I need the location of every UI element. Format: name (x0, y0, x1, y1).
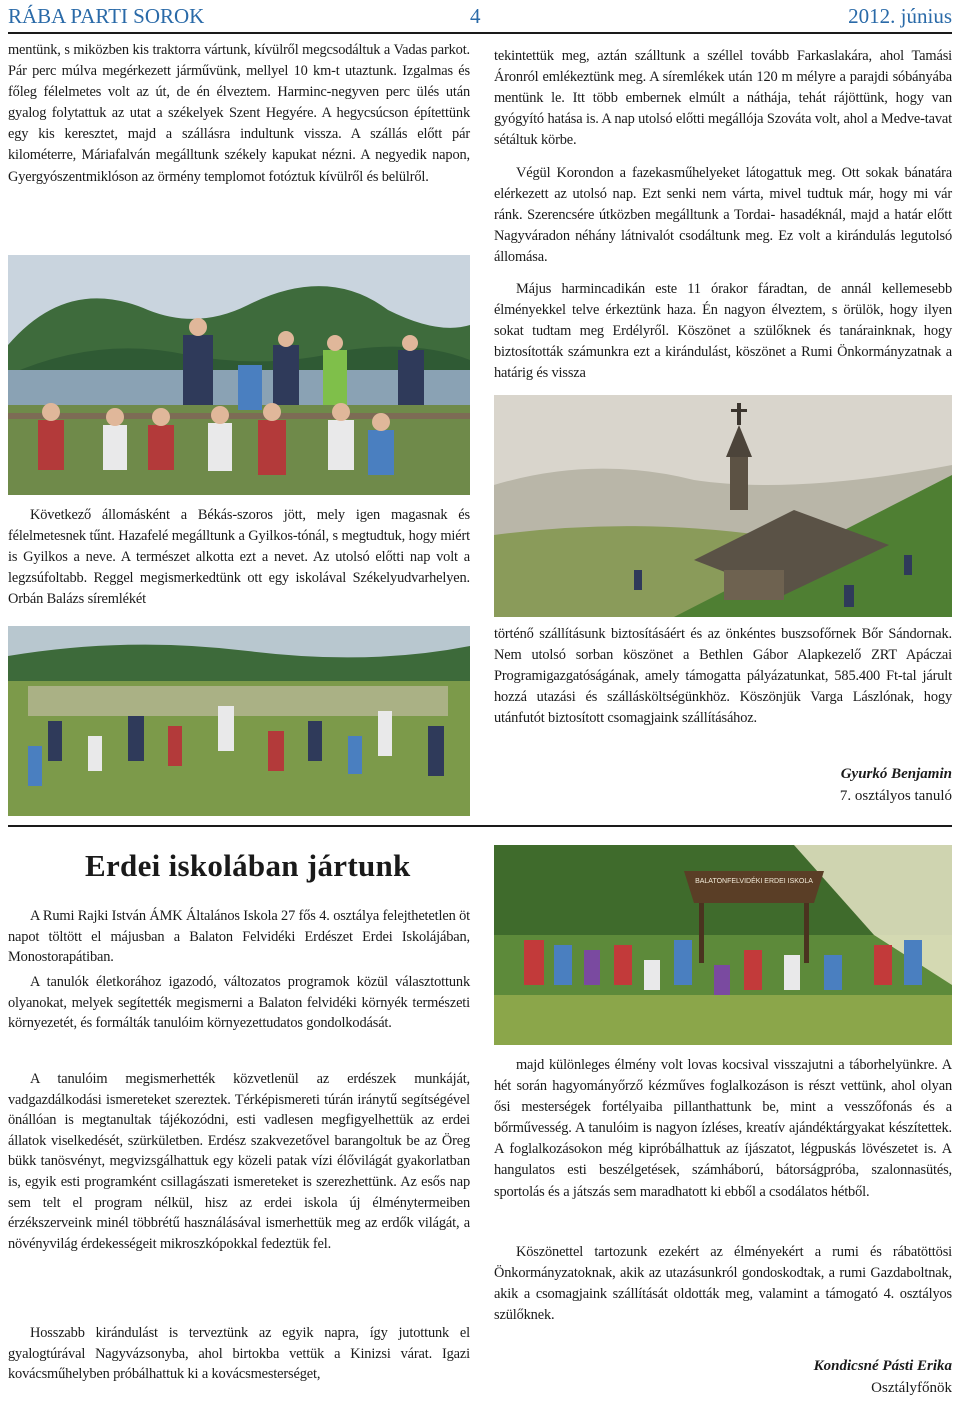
article1-paragraph-right-1: tekintettük meg, aztán szálltunk a széllel tovább Farkaslakára, ahol Tamási Áronról emlékeztünk meg. A síremlékek után 120 m mélyre a parajdi sóbányába mentünk le. Itt több embernek elmúlt a náthája, tehát rájöttünk, hogy van gyógyító hatása is. A nap utolsó előtti megállója Szováta volt, ahol a Medve-tavat sétáltuk körbe. (494, 48, 952, 149)
article2-paragraph-right-2: Köszönettel tartozunk ezekért az élményekért a rumi és rábatöttösi Önkormányzatoknak, akik az utazásunkról gondoskodtak, a rumi Gazdaboltnak, akik a csomagjaink szállítását oldották meg, valamint a támogató 4. osztályos szülőknek. (494, 1244, 952, 1324)
photo-wooden-chapel (494, 395, 952, 617)
page-number: 4 (470, 4, 481, 28)
article2-author-role: Osztályfőnök (871, 1380, 952, 1396)
photo-school-group-forest (494, 845, 952, 1045)
section-divider (8, 825, 952, 827)
article1-paragraph-right-4: történő szállításunk biztosításáért és az önkéntes buszsofőrnek Bőr Sándornak. Nem utolsó sorban köszönet a Bethlen Gábor Alapkezelő ZRT Apáczai Programigazgatóságának, amely támogatta pályázatunkat, 585.400 Ft-tal járult hozzá utazási és szállásköltségünkhöz. Köszönjük Varga Lászlónak, hogy utánfutót biztosított csomagjaink szállításához. (494, 626, 952, 727)
article2-paragraph-right-1: majd különleges élmény volt lovas kocsival visszajutni a táborhelyünkre. A hét során hagyományőrző kézműves foglalkozáson is részt vettünk, ahol olyan ősi mesterségek fortélyaiba pillanthattunk be, mint a vesszőfonás és a bőrművesség. A tanulóim is nagyon ízléses, kreatív ajándéktárgyakat készítettek. A foglalkozásokon még kipróbálhattuk az íjászatot, légpuskás lövészetet is. A hangulatos esti beszélgetések, számháború, bátorságpróba, szalonnasütés, sportolás és a játszás sem maradhatott ki ebből a csodálatos hétből. (494, 1057, 952, 1200)
article2-paragraph-2: A tanulók életkorához igazodó, változatos programok közül választottunk olyanokat, melyek segítették megismerni a Balaton felvidéki környék természeti környezetét, és formálták tanulóim környezettudatos gondolkodását. (8, 974, 470, 1032)
article1-paragraph-right-2: Végül Korondon a fazekasműhelyeket látogattuk meg. Ott sokak bánatára elérkezett az utolsó nap. Ezt senki nem várta, mivel tudtuk már, hogy mi vár ránk. Szerencsére útközben megálltunk a Tordai- hasadéknál, majd a határ előtt Nagyváradon néhány látnivalót csodáltunk meg. Ez volt a kirándulás legutolsó állomása. (494, 165, 952, 266)
article2-title: Erdei iskolában jártunk (85, 848, 411, 883)
article1-paragraph-right-3: Május harmincadikán este 11 órakor fáradtan, de annál kellemesebb élményekkel telve érkeztünk haza. Én nagyon élveztem, s örülök, hogy ilyen sokat tudtam meg Erdélyről. Köszönet a szülőknek és tanárainknak, hogy biztosították számunkra ezt a kirándulást, köszönet a Rumi Önkormányzatnak a határig és vissza (494, 281, 952, 382)
article1-paragraph-left-top: mentünk, s miközben kis traktorra vártunk, kívülről megcsodáltuk a Vadas parkot. Pár perc múlva megérkezett járművünk, mellyel 10 km-t utaztunk. Izgalmas és főleg félelmetes volt az út, de én élveztem. Harminc-negyven perc ülés után gyalog folytattuk az utat a székelyek Szent Hegyére. A hegycsúcson építettünk egy kis keresztet, majd a szállásra indultunk vissza. A szállás előtt pár kilométerre, Máriafalván megálltunk székely kapukat nézni. A negyedik napon, Gyergyószentmiklóson az örmény templomot fotóztuk kívülről és belülről. (8, 42, 470, 185)
photo-crowd-meadow (8, 626, 470, 816)
article2-author: Kondicsné Pásti Erika (813, 1358, 952, 1374)
photo-group-lakeside (8, 255, 470, 495)
article2-paragraph-1: A Rumi Rajki István ÁMK Általános Iskola 27 fős 4. osztálya felejthetetlen öt napot töltött el májusban a Balaton Felvidéki Erdészet Erdei Iskolájában, Monostorapátiban. (8, 908, 470, 966)
page-header (8, 2, 952, 34)
article1-author-role: 7. osztályos tanuló (839, 788, 952, 804)
sign-text: BALATONFELVIDÉKI ERDEI ISKOLA (695, 878, 813, 885)
issue-date: 2012. június (848, 4, 952, 28)
publication-name: RÁBA PARTI SOROK (8, 4, 205, 28)
article1-paragraph-left-mid: Következő állomásként a Békás-szoros jött, mely igen magasnak és félelmetesnek tűnt. Hazafelé megálltunk a Gyilkos-tónál, s megtudtuk, hogy miért is Gyilkos a neve. A természet alkotta ezt a nevet. Az utolsó előtti nap volt a legzsúfoltabb. Reggel megismerkedtünk ott egy iskolával Székelyudvarhelyen. Orbán Balázs síremlékét (8, 507, 470, 608)
article2-paragraph-4: Hosszabb kirándulást is terveztünk az egyik napra, így jutottunk el gyalogtúrával Nagyvázsonyba, ahol birtokba vettük a Kinizsi várat. Igazi kovácsműhelyben próbálhattuk ki a kovácsmesterséget, (8, 1325, 470, 1383)
article2-paragraph-3: A tanulóim megismerhették közvetlenül az erdészek munkáját, vadgazdálkodási ismereteket szereztek. Térképismereti túrán iránytű segítségével önállóan is megtanultak tájékozódni, esti vadlesen megfigyelhettük az erdei állatok viselkedését, szürkületben. Erdész szakvezetővel barangoltuk be az Öreg bükk tanösvényt, megvizsgálhattuk egy közeli patak vízi élővilágát gyakorlatban is, egyik esti programként csillagászati ismereteket is szerezhettünk. Az esős nap sem telt el program nélkül, hisz az erdei iskola új élménytermeiben érzékszerveink minél többrétű használásával ismerhettük meg az erdők világát, a növényvilág érdekességeit mikroszkópokkal fedeztük fel. (8, 1071, 470, 1252)
article1-author: Gyurkó Benjamin (840, 766, 952, 782)
